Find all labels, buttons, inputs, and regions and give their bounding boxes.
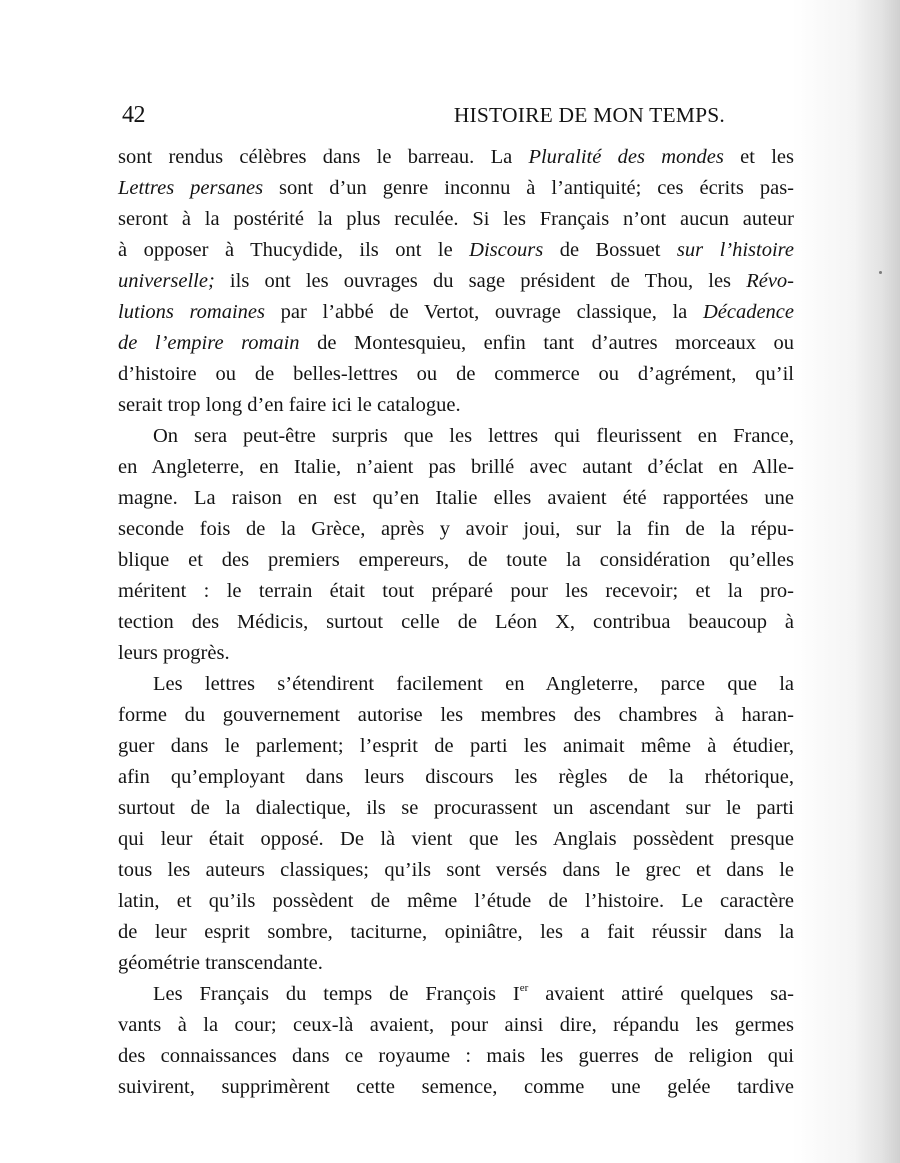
text-line: tection des Médicis, surtout celle de Léon X, contribua beaucoup à: [118, 611, 794, 633]
italic-title: Révo-: [746, 270, 794, 292]
italic-title: Discours: [469, 239, 544, 261]
italic-title: Lettres persanes: [118, 177, 264, 199]
body-text: [118, 142, 794, 1103]
text-line: à opposer à Thucydide, ils ont le Discours de Bossuet sur l’histoire: [118, 239, 794, 261]
text-line: latin, et qu’ils possèdent de même l’étude de l’histoire. Le caractère: [118, 890, 794, 912]
text-line: blique et des premiers empereurs, de toute la considération qu’elles: [118, 549, 794, 571]
text-line: leurs progrès.: [118, 642, 230, 664]
text-line: seront à la postérité la plus reculée. Si les Français n’ont aucun auteur: [118, 208, 794, 230]
text-line: serait trop long d’en faire ici le catalogue.: [118, 394, 461, 416]
text-line: magne. La raison en est qu’en Italie elles avaient été rapportées une: [118, 487, 794, 509]
text-line: On sera peut-être surpris que les lettres qui fleurissent en France,: [153, 425, 794, 447]
page-edge-shadow: [854, 0, 900, 1163]
text-line: Les Français du temps de François Ier avaient attiré quelques sa-: [153, 982, 795, 1005]
text-line: guer dans le parlement; l’esprit de parti les animait même à étudier,: [118, 735, 794, 757]
text-line: d’histoire ou de belles-lettres ou de commerce ou d’agrément, qu’il: [118, 363, 794, 385]
text-line: Les lettres s’étendirent facilement en Angleterre, parce que la: [153, 673, 794, 695]
text-line: suivirent, supprimèrent cette semence, comme une gelée tardive: [118, 1076, 794, 1098]
text-line: vants à la cour; ceux-là avaient, pour ainsi dire, répandu les germes: [118, 1014, 794, 1036]
italic-title: Pluralité des mondes: [528, 146, 724, 168]
italic-title: lutions romaines: [118, 301, 266, 323]
text-line: universelle; ils ont les ouvrages du sage président de Thou, les Révo-: [118, 270, 794, 292]
text-line: lutions romaines par l’abbé de Vertot, ouvrage classique, la Décadence: [118, 301, 794, 323]
page-number: 42: [122, 102, 145, 128]
text-line: de leur esprit sombre, taciturne, opiniâtre, les a fait réussir dans la: [118, 921, 794, 943]
text-line: surtout de la dialectique, ils se procurassent un ascendant sur le parti: [118, 797, 794, 819]
italic-title: sur l’histoire: [676, 239, 794, 261]
italic-title: de l’empire romain: [118, 332, 300, 354]
text-line: Lettres persanes sont d’un genre inconnu à l’antiquité; ces écrits pas-: [118, 177, 794, 199]
text-line: méritent : le terrain était tout préparé pour les recevoir; et la pro-: [118, 580, 794, 602]
text-line: seconde fois de la Grèce, après y avoir joui, sur la fin de la répu-: [118, 518, 794, 540]
running-head-title: HISTOIRE DE MON TEMPS.: [453, 103, 725, 127]
paper-speck: [879, 271, 882, 274]
text-line: de l’empire romain de Montesquieu, enfin tant d’autres morceaux ou: [118, 332, 794, 354]
italic-title: Décadence: [702, 301, 794, 323]
running-head: [120, 99, 800, 131]
text-line: des connaissances dans ce royaume : mais les guerres de religion qui: [118, 1045, 794, 1067]
text-line: géométrie transcendante.: [118, 952, 323, 974]
text-line: forme du gouvernement autorise les membres des chambres à haran-: [118, 704, 794, 726]
text-line: afin qu’employant dans leurs discours les règles de la rhétorique,: [118, 766, 794, 788]
text-line: tous les auteurs classiques; qu’ils sont versés dans le grec et dans le: [118, 859, 794, 881]
italic-title: universelle;: [118, 270, 215, 292]
superscript: er: [519, 982, 529, 994]
text-line: sont rendus célèbres dans le barreau. La Pluralité des mondes et les: [118, 146, 794, 168]
text-line: qui leur était opposé. De là vient que les Anglais possèdent presque: [118, 828, 794, 850]
text-line: en Angleterre, en Italie, n’aient pas brillé avec autant d’éclat en Alle-: [118, 456, 794, 478]
